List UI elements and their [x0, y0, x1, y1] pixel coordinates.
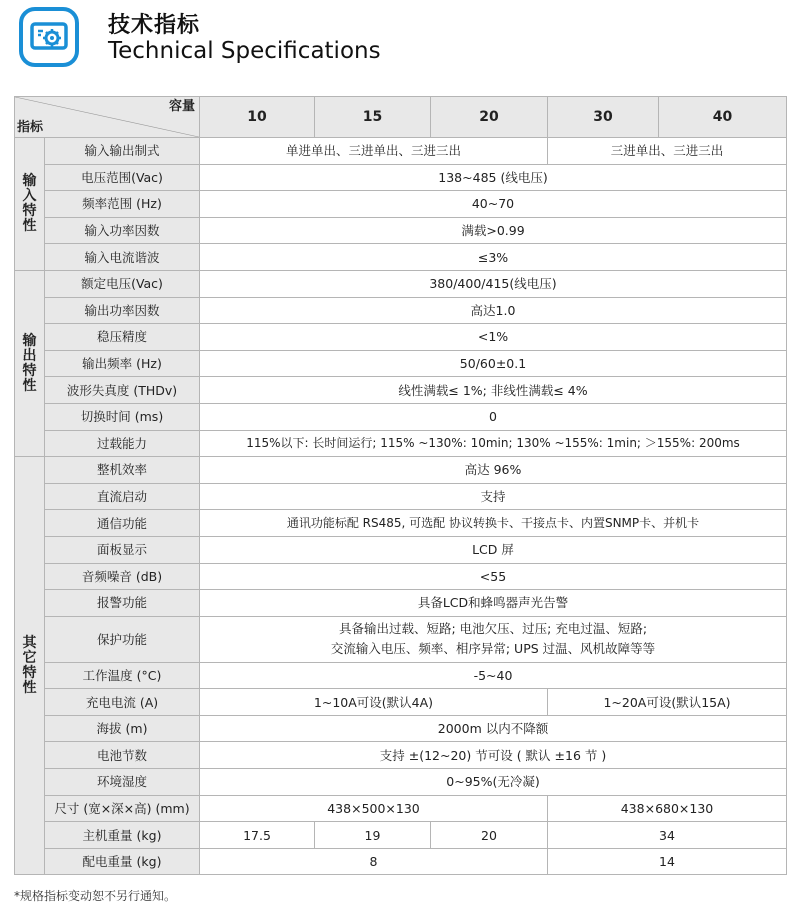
page-title-cn: 技术指标 [108, 13, 201, 38]
table-row [15, 350, 787, 377]
table-row [15, 164, 787, 191]
row-label: 过载能力 [45, 430, 200, 457]
page-header [0, 0, 800, 90]
row-value: 高达 96% [200, 457, 787, 484]
row-value: 0 [200, 403, 787, 430]
row-value: 50/60±0.1 [200, 350, 787, 377]
row-value: 0~95%(无冷凝) [200, 769, 787, 796]
protection-line-2: 交流输入电压、频率、相序异常; UPS 过温、风机故障等等 [330, 641, 656, 657]
row-value: 支持 ±(12~20) 节可设 ( 默认 ±16 节 ) [200, 742, 787, 769]
row-label: 电池节数 [45, 742, 200, 769]
table-row [15, 377, 787, 404]
table-row [15, 138, 787, 165]
row-label: 尺寸 (宽×深×高) (mm) [45, 795, 200, 822]
table-row [15, 483, 787, 510]
capacity-15: 15 [315, 97, 431, 138]
table-row [15, 297, 787, 324]
row-value: 单进单出、三进单出、三进三出 [200, 138, 548, 165]
table-row [15, 536, 787, 563]
row-label: 切换时间 (ms) [45, 403, 200, 430]
row-value: 380/400/415(线电压) [200, 270, 787, 297]
row-value: 支持 [200, 483, 787, 510]
row-label: 频率范围 (Hz) [45, 191, 200, 218]
category-other: 其 它 特 性 [15, 457, 45, 875]
category-input: 输 入 特 性 [15, 138, 45, 271]
row-label: 额定电压(Vac) [45, 270, 200, 297]
row-value: -5~40 [200, 662, 787, 689]
row-value: 2000m 以内不降额 [200, 715, 787, 742]
table-row [15, 563, 787, 590]
row-value: 438×500×130 [200, 795, 548, 822]
row-label: 保护功能 [45, 616, 200, 662]
row-label: 面板显示 [45, 536, 200, 563]
table-row [15, 742, 787, 769]
protection-line-1: 具备输出过载、短路; 电池欠压、过压; 充电过温、短路; [338, 621, 648, 637]
row-value: 具备LCD和蜂鸣器声光告警 [200, 590, 787, 617]
capacity-40: 40 [659, 97, 787, 138]
row-value: 8 [200, 848, 548, 875]
row-label: 通信功能 [45, 510, 200, 537]
row-label: 输入电流谐波 [45, 244, 200, 271]
table-row [15, 217, 787, 244]
row-value: 34 [548, 822, 787, 849]
row-value: 1~20A可设(默认15A) [548, 689, 787, 716]
spec-table [14, 96, 787, 875]
row-label: 输入功率因数 [45, 217, 200, 244]
table-row [15, 662, 787, 689]
indicator-header: 指标 [17, 120, 44, 135]
category-output: 输 出 特 性 [15, 270, 45, 456]
table-row [15, 848, 787, 875]
row-label: 电压范围(Vac) [45, 164, 200, 191]
table-row [15, 590, 787, 617]
row-value: <55 [200, 563, 787, 590]
row-value: 17.5 [200, 822, 315, 849]
row-value: ≤3% [200, 244, 787, 271]
row-value: 20 [431, 822, 548, 849]
row-label: 海拔 (m) [45, 715, 200, 742]
row-label: 主机重量 (kg) [45, 822, 200, 849]
corner-cell [15, 97, 200, 138]
page-title-en: Technical Specifications [108, 38, 381, 64]
capacity-header: 容量 [168, 99, 195, 114]
row-label: 稳压精度 [45, 324, 200, 351]
table-row [15, 270, 787, 297]
table-row [15, 324, 787, 351]
table-row [15, 616, 787, 662]
capacity-30: 30 [548, 97, 659, 138]
row-value: 三进单出、三进三出 [548, 138, 787, 165]
table-row [15, 715, 787, 742]
row-value: 线性满载≤ 1%; 非线性满载≤ 4% [200, 377, 787, 404]
row-value [200, 616, 787, 662]
table-row [15, 510, 787, 537]
table-row [15, 769, 787, 796]
table-row [15, 430, 787, 457]
row-value: 满载>0.99 [200, 217, 787, 244]
row-label: 充电电流 (A) [45, 689, 200, 716]
row-value: 115%以下: 长时间运行; 115% ~130%: 10min; 130% ~155%: 1min; ＞155%: 200ms [200, 430, 787, 457]
row-value: 40~70 [200, 191, 787, 218]
row-label: 输入输出制式 [45, 138, 200, 165]
row-label: 音频噪音 (dB) [45, 563, 200, 590]
row-label: 环境湿度 [45, 769, 200, 796]
row-value: 通讯功能标配 RS485, 可选配 协议转换卡、干接点卡、内置SNMP卡、并机卡 [200, 510, 787, 537]
table-header-row [15, 97, 787, 138]
row-value: 高达1.0 [200, 297, 787, 324]
table-row [15, 822, 787, 849]
row-value: 14 [548, 848, 787, 875]
table-row [15, 457, 787, 484]
row-label: 输出频率 (Hz) [45, 350, 200, 377]
row-label: 配电重量 (kg) [45, 848, 200, 875]
row-label: 整机效率 [45, 457, 200, 484]
table-row [15, 795, 787, 822]
table-row [15, 689, 787, 716]
row-value: 1~10A可设(默认4A) [200, 689, 548, 716]
gear-monitor-icon [16, 4, 82, 70]
capacity-20: 20 [431, 97, 548, 138]
table-row [15, 191, 787, 218]
capacity-10: 10 [200, 97, 315, 138]
table-row [15, 244, 787, 271]
row-label: 直流启动 [45, 483, 200, 510]
table-row [15, 403, 787, 430]
row-label: 输出功率因数 [45, 297, 200, 324]
row-value: LCD 屏 [200, 536, 787, 563]
footnote: *规格指标变动恕不另行通知。 [14, 889, 177, 903]
row-value: <1% [200, 324, 787, 351]
row-value: 438×680×130 [548, 795, 787, 822]
row-label: 报警功能 [45, 590, 200, 617]
row-label: 工作温度 (°C) [45, 662, 200, 689]
row-label: 波形失真度 (THDv) [45, 377, 200, 404]
row-value: 138~485 (线电压) [200, 164, 787, 191]
row-value: 19 [315, 822, 431, 849]
